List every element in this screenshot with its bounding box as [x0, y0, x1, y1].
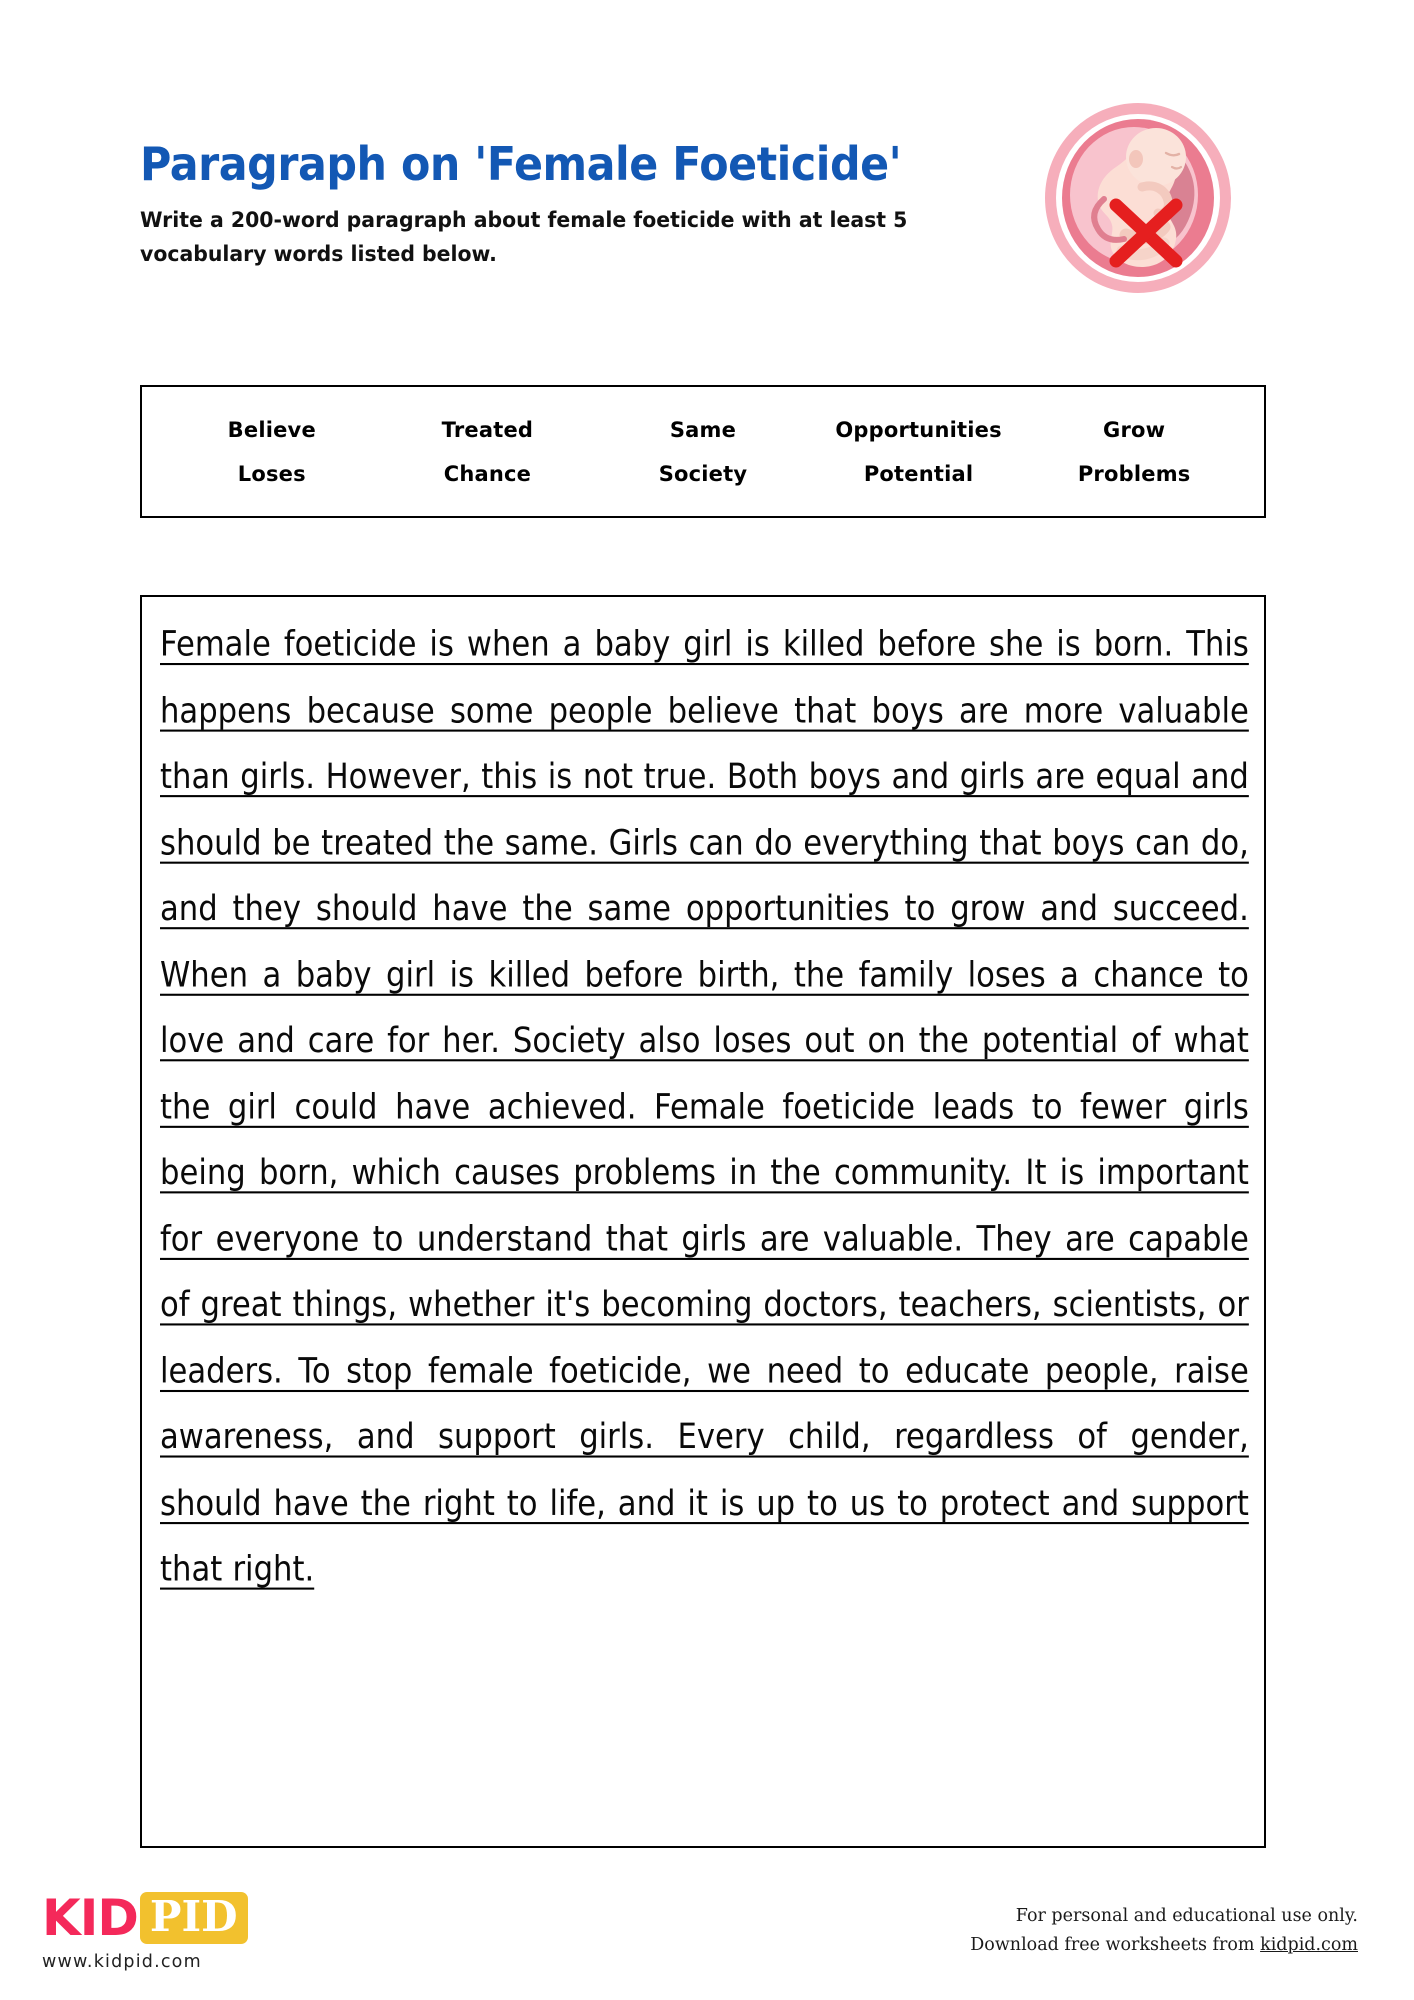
vocab-word: Believe — [227, 417, 316, 442]
footer-website-url[interactable]: www.kidpid.com — [42, 1952, 202, 1972]
answer-writing-box[interactable] — [140, 595, 1266, 1848]
footer-usage-notice — [970, 1902, 1358, 1960]
vocab-word: Loses — [237, 461, 306, 486]
logo-pid-badge — [140, 1892, 248, 1944]
vocabulary-word-bank — [140, 385, 1266, 518]
logo-marks — [42, 1890, 248, 1946]
word-bank-row — [142, 418, 1264, 442]
header-text-block — [140, 137, 1000, 271]
vocab-word: Chance — [443, 461, 532, 486]
vocab-word: Society — [658, 461, 748, 486]
vocab-word: Potential — [863, 461, 974, 486]
footer-notice-line-2 — [970, 1931, 1358, 1960]
kidpid-logo[interactable] — [42, 1890, 248, 1972]
answer-paragraph[interactable]: Female foeticide is when a baby girl is killed before she is born. This happens because some people believe that boys are more valuable than girls. However, this is not true. Both boys and girls are equal and should be treated the same. Girls can do everything that boys can do, and they should have the same opportunities to grow and succeed. When a baby girl is killed before birth, the family loses a chance to love and care for her. Society also loses out on the potential of what the girl could have achieved. Female foeticide leads to fewer girls being born, which causes problems in the community. It is important for everyone to understand that girls are valuable. They are capable of great things, whether it's becoming doctors, teachers, scientists, or leaders. To stop female foeticide, we need to educate people, raise awareness, and support girls. Every child, regardless of gender, should have the right to life, and it is up to us to protect and support that right. — [160, 623, 1249, 1589]
vocab-word: Same — [669, 417, 737, 442]
footer-notice-line-1: For personal and educational use only. — [1015, 1906, 1358, 1926]
word-bank-row — [142, 462, 1264, 486]
vocab-word: Opportunities — [835, 417, 1002, 442]
worksheet-instructions: Write a 200-word paragraph about female foeticide with at least 5 vocabulary words listed below. — [140, 208, 908, 267]
vocab-word: Problems — [1077, 461, 1191, 486]
page-footer — [0, 1880, 1414, 2000]
footer-kidpid-link[interactable]: kidpid.com — [1260, 1934, 1358, 1955]
vocab-word: Grow — [1103, 417, 1166, 442]
logo-kid-text: KID — [42, 1889, 138, 1947]
foetus-illustration — [1030, 95, 1250, 305]
page-title: Paragraph on 'Female Foeticide' — [140, 137, 902, 191]
vocab-word: Treated — [441, 417, 534, 442]
footer-notice-prefix: Download free worksheets from — [970, 1934, 1261, 1955]
logo-pid-text: PID — [149, 1892, 238, 1941]
